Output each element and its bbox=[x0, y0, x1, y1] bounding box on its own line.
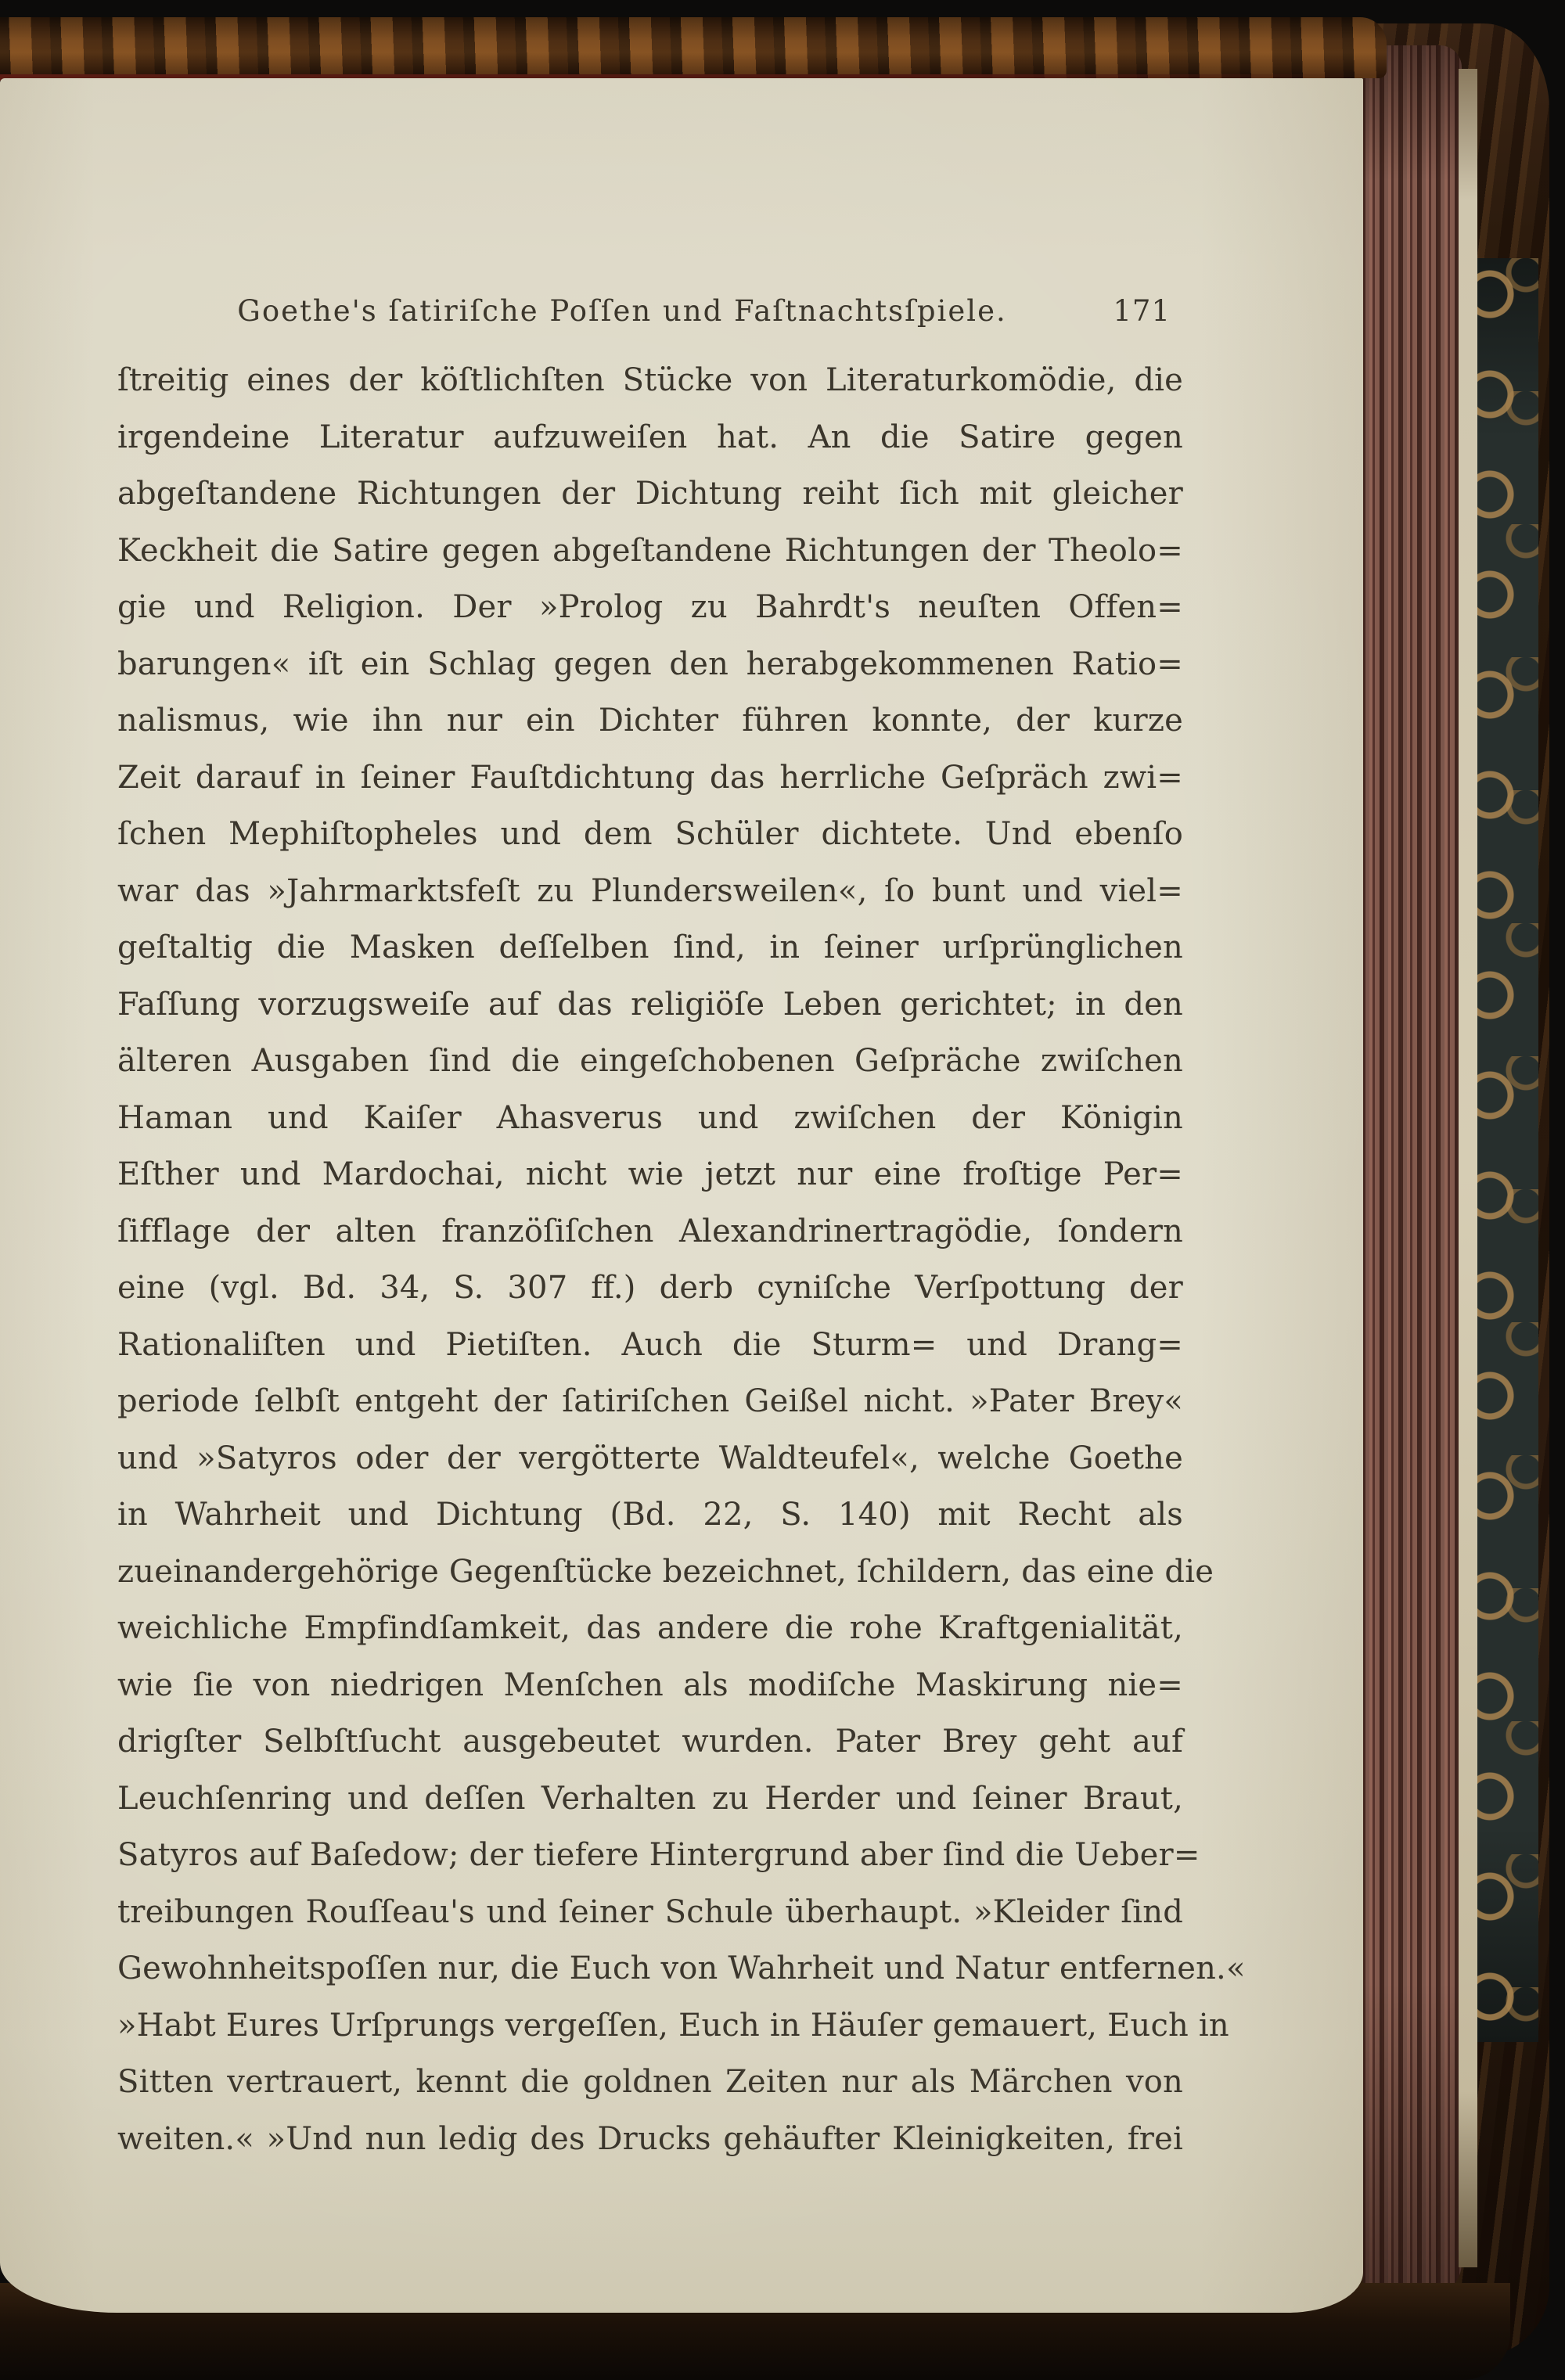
text-line: Satyros auf Baſedow; der tiefere Hintergrund aber ſind die Ueber= bbox=[117, 1837, 1200, 1873]
text-line: Keckheit die Satire gegen abgeſtandene Richtungen der Theolo= bbox=[117, 532, 1183, 569]
text-line: Haman und Kaiſer Ahasverus und zwiſchen der Königin bbox=[117, 1099, 1183, 1136]
text-line: war das »Jahrmarktsfeſt zu Plundersweilen«, ſo bunt und viel= bbox=[117, 872, 1183, 909]
text-line: Leuchſenring und deſſen Verhalten zu Herder und ſeiner Braut, bbox=[117, 1780, 1183, 1817]
text-line: ſifflage der alten franzöſiſchen Alexandrinertragödie, ſondern bbox=[117, 1213, 1183, 1249]
text-line: Eſther und Mardochai, nicht wie jetzt nur eine froſtige Per= bbox=[117, 1156, 1183, 1192]
page-number: 171 bbox=[1113, 294, 1171, 328]
text-line: irgendeine Literatur aufzuweiſen hat. An die Satire gegen bbox=[117, 419, 1183, 455]
text-line: treibungen Rouſſeau's und ſeiner Schule überhaupt. »Kleider ſind bbox=[117, 1893, 1183, 1930]
text-line: drigſter Selbſtſucht ausgebeutet wurden. Pater Brey geht auf bbox=[117, 1724, 1183, 1760]
text-line: ſchen Mephiſtopheles und dem Schüler dichtete. Und ebenſo bbox=[117, 816, 1183, 852]
text-line: und »Satyros oder der vergötterte Waldteufel«, welche Goethe bbox=[117, 1440, 1183, 1476]
text-line: wie ſie von niedrigen Menſchen als modiſche Maskirung nie= bbox=[117, 1666, 1183, 1703]
text-line: Sitten vertrauert, kennt die goldnen Zeiten nur als Märchen von bbox=[117, 2064, 1183, 2100]
binding-top-edge bbox=[0, 17, 1387, 78]
page-header bbox=[117, 286, 1183, 336]
text-line: geſtaltig die Masken deſſelben ſind, in ſeiner urſprünglichen bbox=[117, 929, 1183, 965]
text-line: barungen« iſt ein Schlag gegen den herabgekommenen Ratio= bbox=[117, 645, 1183, 682]
text-line: älteren Ausgaben ſind die eingeſchobenen Geſpräche zwiſchen bbox=[117, 1043, 1183, 1079]
book-page bbox=[0, 78, 1363, 2313]
page-block-fore-edge bbox=[1363, 45, 1462, 2299]
text-line: in Wahrheit und Dichtung (Bd. 22, S. 140) mit Recht als bbox=[117, 1497, 1183, 1533]
text-line: abgeſtandene Richtungen der Dichtung reiht ſich mit gleicher bbox=[117, 476, 1183, 512]
running-title: Goethe's ſatiriſche Poſſen und Faſtnachtsſpiele. bbox=[237, 294, 1007, 328]
text-line: weichliche Empfindſamkeit, das andere die rohe Kraftgenialität, bbox=[117, 1610, 1183, 1646]
text-line: zueinandergehörige Gegenſtücke bezeichnet, ſchildern, das eine die bbox=[117, 1553, 1214, 1590]
text-line: nalismus, wie ihn nur ein Dichter führen konnte, der kurze bbox=[117, 703, 1183, 739]
text-line: Zeit darauf in ſeiner Fauſtdichtung das herrliche Geſpräch zwi= bbox=[117, 759, 1183, 796]
text-line: Faſſung vorzugsweiſe auf das religiöſe Leben gerichtet; in den bbox=[117, 986, 1183, 1023]
text-line: Rationaliſten und Pietiſten. Auch die Sturm= und Drang= bbox=[117, 1326, 1183, 1363]
text-line: eine (vgl. Bd. 34, S. 307 ff.) derb cyniſche Verſpottung der bbox=[117, 1270, 1183, 1306]
body-text bbox=[117, 352, 1246, 2167]
marbled-board bbox=[1476, 258, 1538, 2042]
text-line: Gewohnheitspoſſen nur, die Euch von Wahrheit und Natur entfernen.« bbox=[117, 1950, 1246, 1986]
text-line: gie und Religion. Der »Prolog zu Bahrdt's neuſten Offen= bbox=[117, 589, 1183, 625]
text-line: periode ſelbſt entgeht der ſatiriſchen Geißel nicht. »Pater Brey« bbox=[117, 1383, 1183, 1419]
fore-edge-highlight bbox=[1459, 69, 1477, 2267]
text-line: weiten.« »Und nun ledig des Drucks gehäufter Kleinigkeiten, frei bbox=[117, 2120, 1183, 2157]
text-line: ſtreitig eines der köſtlichſten Stücke von Literaturkomödie, die bbox=[117, 362, 1183, 398]
text-line: »Habt Eures Urſprungs vergeſſen, Euch in Häuſer gemauert, Euch in bbox=[117, 2007, 1229, 2044]
